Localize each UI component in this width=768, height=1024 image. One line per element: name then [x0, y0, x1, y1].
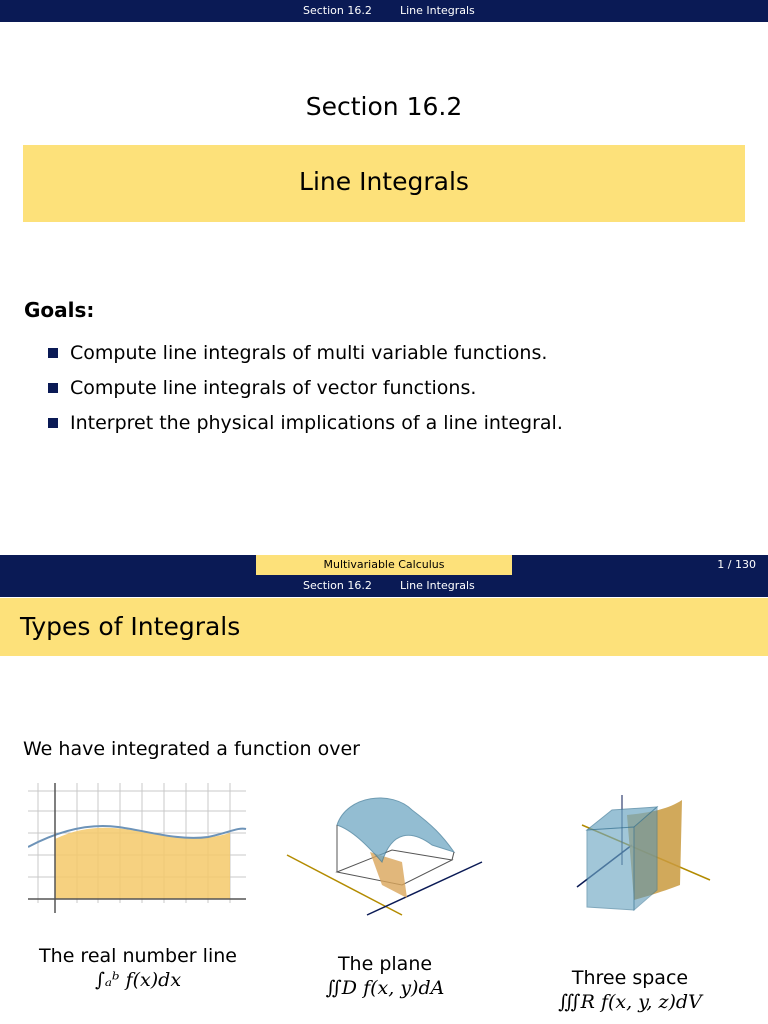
footer-page-number: 1 / 130 [717, 558, 756, 571]
square-bullet-icon [48, 418, 58, 428]
top-navbar [0, 0, 768, 22]
top-navbar-2 [0, 575, 768, 597]
solid-region-figure [572, 795, 717, 923]
goal-item: Compute line integrals of vector functions. [48, 375, 563, 410]
goal-item: Compute line integrals of multi variable functions. [48, 340, 563, 375]
edge-line [452, 852, 454, 860]
nav-topic-link[interactable]: Line Integrals [400, 4, 475, 17]
frame-title: Types of Integrals [20, 612, 241, 641]
square-bullet-icon [48, 348, 58, 358]
slide-footer [0, 555, 768, 575]
box-front [587, 827, 634, 910]
area-under-curve-figure [28, 783, 250, 916]
nav-section-link[interactable]: Section 16.2 [303, 579, 372, 592]
surface-over-plane-figure [282, 790, 492, 920]
double-integral-formula: ∬D f(x, y)dA [325, 977, 445, 999]
nav-section-link[interactable]: Section 16.2 [303, 4, 372, 17]
goals-heading: Goals: [24, 298, 95, 322]
single-integral-formula: ∫ₐᵇ f(x)dx [94, 969, 182, 991]
slide-subtitle: Line Integrals [299, 167, 469, 196]
square-bullet-icon [48, 383, 58, 393]
surface [337, 798, 454, 862]
triple-integral-formula: ∭R f(x, y, z)dV [558, 991, 702, 1013]
goals-list [48, 340, 563, 445]
figure-caption-line: The real number line ∫ₐᵇ f(x)dx [18, 944, 258, 992]
slide-title: Section 16.2 [305, 92, 463, 121]
goal-item: Interpret the physical implications of a line integral. [48, 410, 563, 445]
subtitle-box [23, 145, 745, 222]
frame-title-bar [0, 598, 768, 656]
shaded-slice [370, 852, 407, 898]
footer-course: Multivariable Calculus [256, 555, 512, 575]
figure-caption-space: Three space ∭R f(x, y, z)dV [530, 966, 730, 1014]
intro-text: We have integrated a function over [23, 738, 360, 760]
figure-caption-plane: The plane ∬D f(x, y)dA [290, 952, 480, 1000]
nav-topic-link[interactable]: Line Integrals [400, 579, 475, 592]
